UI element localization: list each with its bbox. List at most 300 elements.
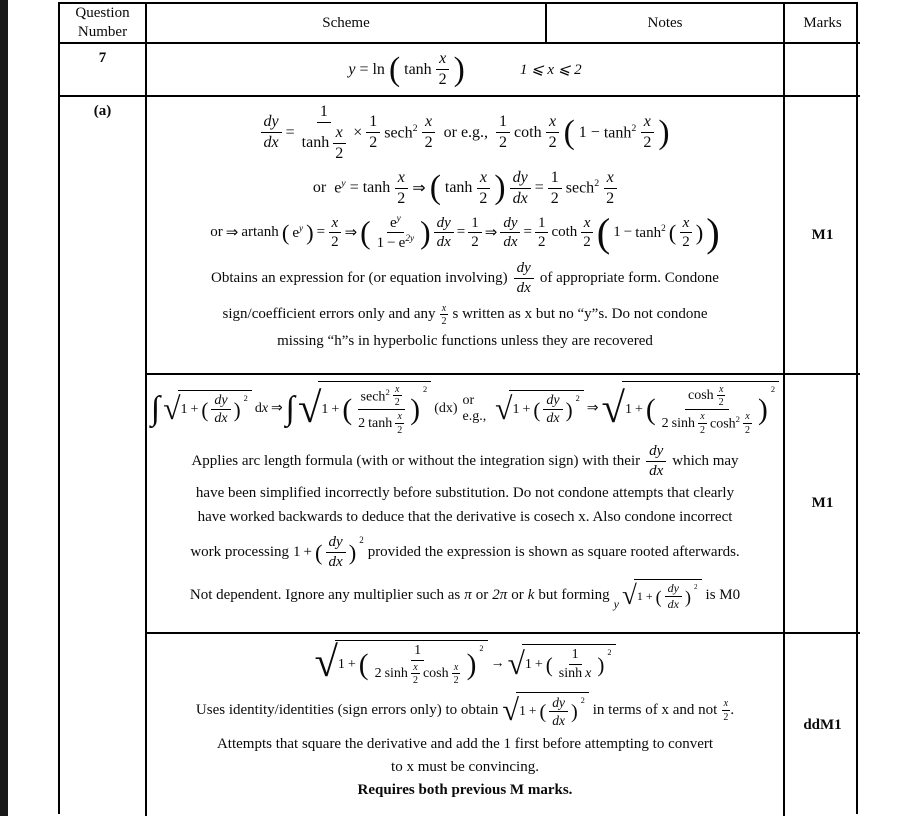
note-text: provided the expression is shown as square rooted afterwards. [367,544,740,561]
math-token: 2y [405,234,415,245]
sqrt [314,640,487,687]
exponent-2: 2 [693,582,698,591]
sup: 2 [385,386,390,397]
fraction [514,260,534,297]
fraction-numerator: 1 [548,169,562,189]
fraction-denominator: 2 [745,424,751,436]
span: = [349,179,359,197]
equation-implicit: or $e^y$ = tanh $\frac{x}{2}$ ⇒ ( tanh $\frac{x}{2}$ ) $\frac{dy}{dx}$ = $\frac{1}{2}$ sech$^2$ $\frac{x}{2}$ [151,169,779,208]
mark-m1a: M1 [811,226,834,243]
span: tanh [362,179,391,197]
fraction-denominator: 2 [424,134,433,152]
fraction-numerator: x [413,661,418,673]
radicand: 1 + ( 1 sinh x ) 2 [522,644,616,682]
question-domain: 1 ⩽ x ⩽ 2 [519,62,582,78]
exponent-2: 2 [575,393,580,403]
fraction-denominator [659,410,755,435]
span: tanh [368,415,393,431]
fraction-numerator: dy [211,393,230,411]
math-token: y [298,223,304,234]
radical-icon: √ [314,639,338,687]
span: ⇒ [586,401,599,417]
fraction-denominator: dx [328,554,343,571]
marks-cell-question [785,44,860,97]
fraction-numerator: dy [326,534,346,553]
span: + [347,656,356,672]
fraction [500,215,520,252]
span: − [590,123,600,141]
fraction [717,384,726,408]
span: or e.g., [462,392,487,424]
span: or [210,224,223,241]
fraction-numerator: 1 [569,647,582,665]
span: 2 [374,666,382,682]
fraction-denominator [299,123,350,163]
fraction-numerator: dy [549,695,568,712]
math-token: k [527,587,535,604]
span: = [285,123,295,141]
span: sinh [558,666,583,682]
math-group [390,214,401,232]
part-a-cell [60,97,147,816]
span: sech [565,179,595,197]
span: + [534,656,543,672]
note-line [159,483,771,504]
span: 1 [519,703,526,719]
fraction-denominator: 2 [331,234,339,251]
exponent-2: 2 [243,393,248,403]
fraction-denominator: dx [436,234,451,251]
fraction-numerator: dy [646,443,666,462]
fraction-denominator [556,665,595,682]
fraction [440,303,449,327]
span: 1 [180,401,188,417]
scheme-notes-section-1 [147,97,785,375]
fraction [434,215,454,252]
fraction-numerator: 1 [535,215,549,234]
span: → [490,655,505,671]
span: or [475,587,489,604]
mark-ddm1: ddM1 [803,716,842,733]
fraction-numerator: x [422,113,435,133]
fraction-denominator: 2 [718,397,724,409]
span: 1 [321,401,329,417]
span: coth [551,224,578,241]
span: 1 [376,234,385,251]
fraction-numerator: dy [500,215,520,234]
span: cosh [688,388,714,404]
fraction [535,215,549,252]
fraction [261,113,282,152]
page-edge-bar [0,0,8,816]
span: tanh [603,124,632,142]
inline-math [614,579,702,613]
fraction-denominator: dx [649,462,664,479]
fraction [510,169,531,208]
span: 2 [661,415,669,431]
fraction-denominator: 2 [397,424,403,436]
fraction-denominator: 2 [412,674,418,686]
equation-arc-length: ∫ √ 1 + ( $\frac{dy}{dx}$ ) 2 dx ⇒ ∫ √ 1 + ( sech$^2$ $\frac{x}{2}$ 2 tanh $\frac{x}{2}$ ) 2 (dx) or e.g., √ 1 + ( $\frac{dy}{dx}$ ) 2 ⇒ √ 1 + ( cosh $\frac{x}{2}$ 2 sinh $\frac{x}{2}$ $\cosh^2$ $\frac{x}{2}$ ) 2 [151,381,779,437]
note-text: work processing [190,544,290,561]
header-marks-label: Marks [803,14,842,31]
fraction-numerator: dy [514,260,534,279]
fraction-denominator: 2 [537,234,546,251]
fraction-denominator: 2 [335,144,344,162]
span: tanh [635,224,662,241]
note-line [159,507,771,528]
note-line [159,443,771,480]
span: 1 [293,544,301,561]
fraction-numerator: 1 [468,215,482,234]
sup: 2 [735,413,741,424]
note-text: is M0 [705,587,741,604]
fraction-denominator: 2 [369,134,378,152]
sup: 2 [412,123,418,135]
span: − [387,234,396,251]
sqrt [602,381,779,437]
span: cosh [422,666,449,682]
fraction-numerator: 1 [496,113,510,133]
fraction [395,411,404,435]
radical-icon: √ [622,580,637,611]
sup: 2 [594,178,600,190]
fraction-denominator: dx [552,713,565,729]
math-group [566,178,599,197]
span: = [523,224,532,241]
marks-cell-2 [785,375,860,634]
note-text: which may [672,452,739,469]
note-line-bold [159,780,771,801]
fraction [211,393,230,427]
fraction [496,113,510,152]
scheme-notes-section-2 [147,375,785,634]
part-a-label: (a) [93,103,112,119]
fraction-numerator: dy [543,393,562,411]
fraction-numerator [358,384,405,410]
note-text: have been simplified incorrectly before substitution. Do not condone attempts that clearly [195,485,735,502]
fraction [372,643,464,686]
span: ⇒ [344,225,358,242]
sqrt [622,579,702,613]
fraction-denominator: 2 [479,189,488,207]
fraction-numerator: x [453,661,459,673]
span: or [511,587,524,604]
equation-identity [151,640,779,687]
fraction-numerator: dy [434,215,454,234]
inline-math [502,692,588,729]
note-text-bold: Requires both previous M marks. [357,782,573,799]
fraction-denominator: dx [214,411,228,427]
radical-icon: √ [601,384,625,432]
span: d [254,400,262,416]
fraction [299,103,350,163]
span: tanh [301,134,330,152]
fraction-numerator: x [546,113,559,133]
fraction-numerator: x [723,698,729,710]
span: 1 [636,589,643,604]
span: + [190,401,199,417]
fraction-denominator: 2 [643,134,652,152]
fraction-numerator: x [581,215,594,234]
math-token: 2π [492,587,508,604]
note-line [159,579,771,613]
sqrt [298,381,431,437]
math-token: y [348,60,356,78]
fraction-numerator: dy [261,113,282,133]
header-notes [547,4,785,44]
radicand: 1 + ( $\frac{dy}{dx}$ ) 2 [634,579,702,613]
note-text: Attempts that square the derivative and add the 1 first before attempting to convert [216,736,714,753]
fraction [326,534,346,571]
fraction-denominator: dx [516,279,531,296]
radicand: 1 + ( 1 2 sinh $\frac{x}{2}$ cosh $\frac{x}{2}$ ) 2 [335,640,488,687]
header-notes-label: Notes [647,14,683,31]
radical-icon: √ [297,384,322,432]
fraction [436,50,450,89]
fraction [366,113,380,152]
radicand: 1 + ( $\frac{dy}{dx}$ ) 2 [178,390,252,428]
fraction-denominator: dx [503,234,518,251]
fraction-numerator [387,214,404,234]
span: + [522,401,531,417]
fraction [328,215,342,252]
math-token: y [396,213,401,224]
fraction-numerator: x [333,124,346,144]
span: + [331,401,340,417]
fraction-denominator: dx [263,134,279,152]
fraction-numerator: x [700,411,705,423]
fraction-numerator: dy [510,169,531,189]
radicand: 1 + ( $\frac{dy}{dx}$ ) 2 [516,692,589,729]
span: ⇒ [484,225,498,242]
header-question-number [60,4,147,44]
span: + [303,544,313,561]
fraction-denominator: 2 [441,315,447,327]
fraction [468,215,482,252]
fraction-numerator: 1 [411,643,424,661]
span: e [292,224,299,241]
span: tanh [444,179,473,197]
marks-cell-1 [785,97,860,375]
fraction-numerator: x [395,384,400,395]
fraction-numerator: x [718,384,724,395]
radical-icon: √ [495,390,513,426]
fraction-denominator: 2 [723,711,729,723]
note-line [159,734,771,755]
fraction [665,582,682,612]
math-group [399,234,414,252]
span: 1 [613,224,621,241]
fraction-denominator: 2 [682,234,690,251]
math-group [635,224,665,242]
note-text: Not dependent. Ignore any multiplier such as [189,587,461,604]
question-equation: y = ln ( tanh $\frac{x}{2}$ ) [348,50,465,88]
radicand: 1 + ( $\frac{dy}{dx}$ ) 2 [509,390,583,428]
fraction [411,662,420,686]
exponent-2: 2 [580,696,585,706]
fraction-denominator: 2 [438,71,447,88]
radicand: 1 + ( sech$^2$ $\frac{x}{2}$ 2 tanh $\frac{x}{2}$ ) 2 [318,381,431,437]
question-number: 7 [98,50,107,66]
sup: 2 [631,123,637,135]
note-text: sign/coefficient errors only and any [222,306,436,323]
header-question-number-label: Question Number [75,5,130,40]
fraction [743,411,752,435]
fraction-denominator: 2 [453,674,459,686]
span: tanh [404,60,432,78]
fraction-numerator: x [329,215,342,234]
fraction-denominator [372,661,464,686]
exponent-2: 2 [423,385,428,394]
span: 1 [624,401,632,417]
fraction-numerator: x [441,302,447,314]
note-text: . [730,702,735,719]
span: artanh [241,224,279,241]
span: cosh [710,416,736,432]
span: coth [514,123,542,141]
math-group [710,415,740,432]
note-line [159,260,771,297]
span: ln [372,60,385,78]
span: sinh [384,666,408,682]
fraction-denominator: 2 [700,424,705,436]
note-text: missing “h”s in hyperbolic functions unless they are recovered [277,333,653,350]
fraction-numerator [685,384,729,410]
note-text: but forming [538,587,610,604]
span: = [316,224,326,241]
fraction-denominator: 2 [583,234,591,251]
fraction [603,169,617,208]
fraction [698,411,707,435]
note-text: Obtains an expression for (or equation involving) [211,269,508,286]
fraction [659,384,755,436]
span: ⇒ [225,225,239,242]
question-number-cell [60,44,147,97]
span: sech [384,124,413,142]
radical-icon: √ [507,645,525,681]
fraction-numerator: dy [665,582,682,597]
fraction [452,662,461,686]
span: 1 [578,123,587,141]
math-group [361,388,390,405]
radicand: 1 + ( cosh $\frac{x}{2}$ 2 sinh $\frac{x}{2}$ $\cosh^2$ $\frac{x}{2}$ ) 2 [622,381,779,437]
fraction-denominator: 2 [471,234,479,251]
header-marks [785,4,860,44]
fraction-numerator: x [397,411,402,423]
fraction [543,393,562,427]
fraction-denominator: dx [667,597,679,612]
fraction [548,169,562,208]
question-statement-cell [147,44,785,97]
span: 1 [512,401,520,417]
note-line [159,757,771,778]
note-line [159,534,771,571]
mark-m1b: M1 [811,495,834,511]
note-text: to x must be convincing. [391,759,539,776]
math-group [334,178,346,197]
span: 2 [358,415,366,431]
span: = [456,224,466,241]
fraction-denominator: 2 [499,134,508,152]
radical-icon: √ [502,693,520,728]
fraction-denominator [355,410,407,435]
span: or [312,179,327,197]
note-text: have worked backwards to deduce that the derivative is cosech x. Also condone incorrect [197,509,733,526]
math-group [255,401,268,417]
fraction-denominator: 2 [606,189,615,207]
span: + [528,703,537,719]
fraction [721,698,730,722]
sup: 2 [661,223,666,234]
math-token: y [341,178,346,190]
span: sech [360,389,386,405]
note-text: Applies arc length formula (with or without the integration sign) with their [191,452,641,469]
fraction-numerator: x [477,169,490,189]
sqrt [163,390,252,428]
exponent-2: 2 [479,644,484,653]
span: e [398,235,406,252]
math-token: x [585,666,592,682]
inline-math: 1 + ( $\frac{dy}{dx}$ ) 2 [293,534,364,571]
exponent-2: 2 [770,385,775,394]
fraction-numerator: x [436,50,449,70]
span: (dx) [434,400,458,416]
fraction [355,384,407,436]
span: + [634,401,643,417]
math-token: π [464,587,472,604]
fraction-denominator: 2 [550,189,559,207]
note-line [159,303,771,327]
span: e [389,214,397,231]
fraction-denominator: dx [546,411,560,427]
sqrt [495,390,584,428]
fraction [546,113,560,152]
span: or e.g., [443,123,489,141]
fraction [556,647,595,681]
marks-cell-3 [785,634,860,816]
fraction-numerator: x [745,411,750,423]
fraction [476,169,490,208]
fraction-numerator: 1 [366,113,380,133]
note-text: Uses identity/identities (sign errors only) to obtain [195,702,499,719]
fraction-numerator: x [641,113,654,133]
fraction [332,124,346,163]
span: ⇒ [271,401,283,417]
span: + [645,589,653,604]
span: = [534,179,544,197]
math-group [604,123,637,142]
note-line [159,692,771,729]
note-line [159,331,771,352]
math-token: x [261,400,269,416]
math-group [384,123,417,142]
scheme-notes-section-3 [147,634,785,816]
fraction-denominator: 2 [394,397,400,409]
math-group [292,224,303,242]
span: = [359,60,369,78]
span: × [353,123,363,141]
note-text: s written as x but no “y”s. Do not condone [452,306,708,323]
header-scheme-label: Scheme [322,14,370,31]
fraction-numerator: x [604,169,617,189]
span: sinh [671,415,695,431]
fraction [580,215,594,252]
span: 1 [337,656,345,672]
span: − [623,224,633,241]
fraction-denominator [374,233,417,252]
fraction [549,695,568,728]
